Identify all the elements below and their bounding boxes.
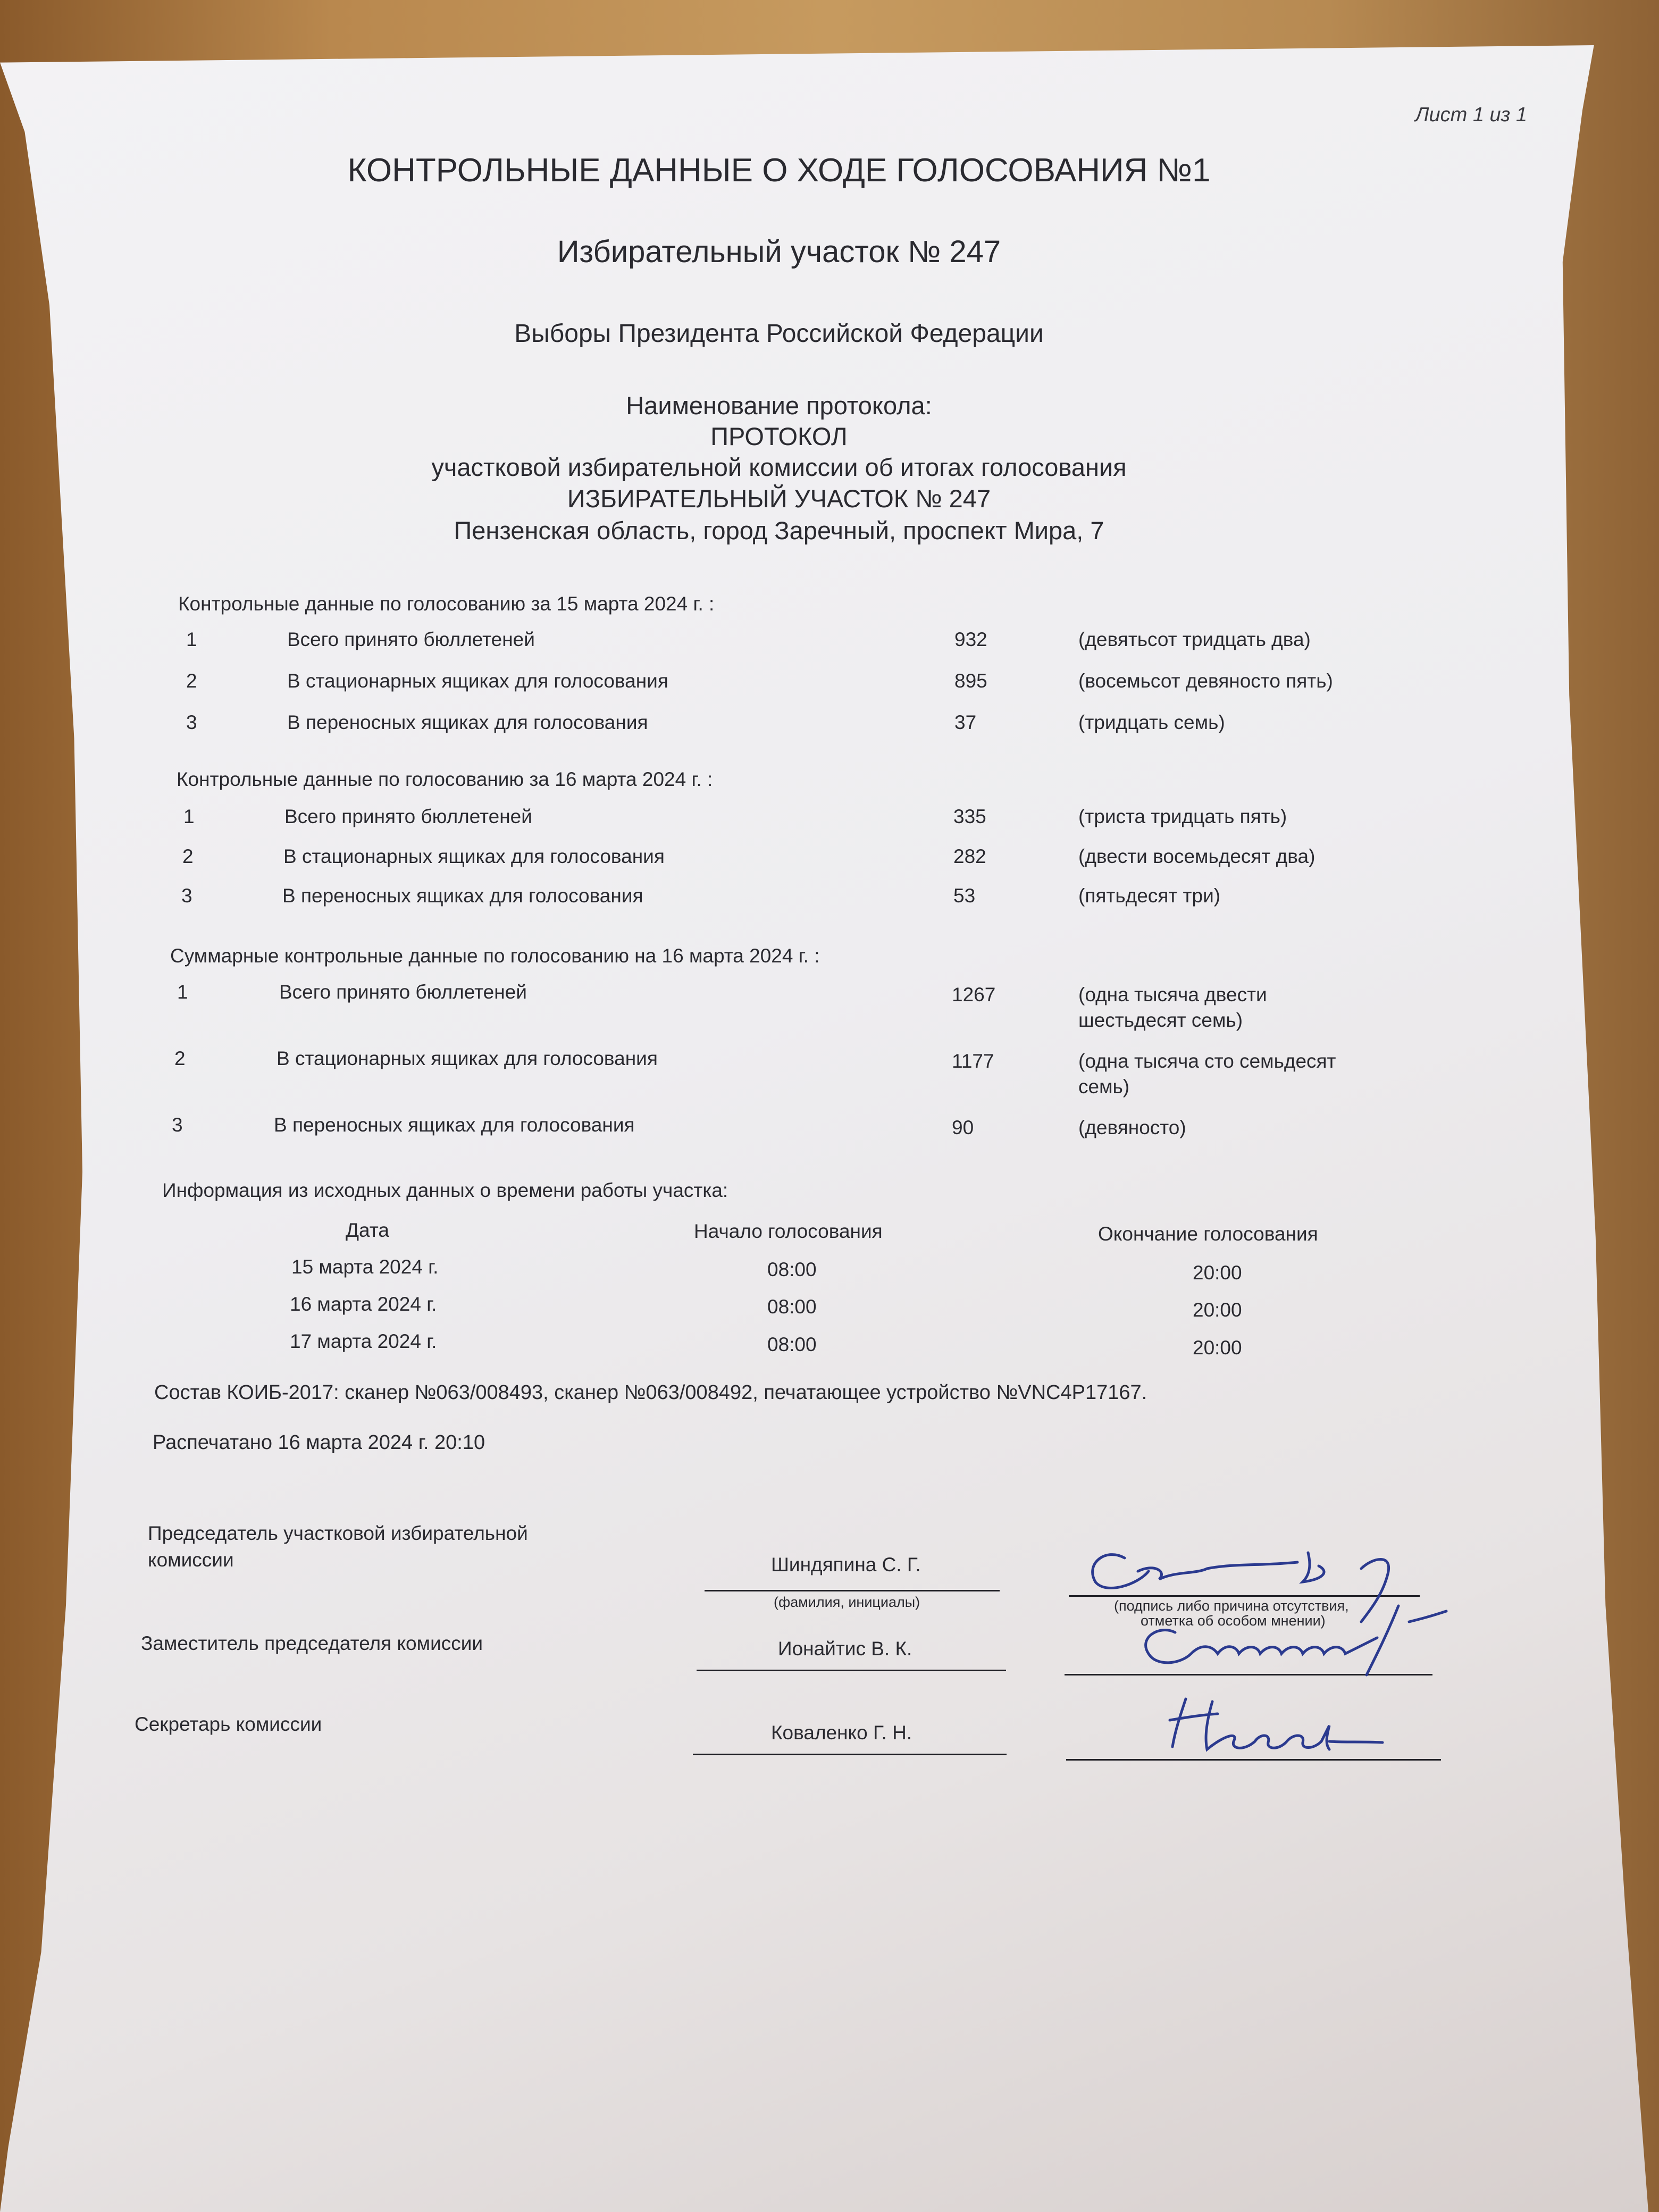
row-words: (восемьсот девяносто пять) <box>1078 670 1333 692</box>
secretary-signature <box>1154 1683 1398 1763</box>
row-number: 1 <box>177 981 188 1003</box>
schedule-col-end: Окончание голосования <box>1098 1223 1318 1245</box>
row-value: 282 <box>953 845 986 867</box>
row-value: 37 <box>954 711 977 733</box>
row-label: В стационарных ящиках для голосования <box>283 845 665 867</box>
row-value: 90 <box>952 1117 974 1138</box>
schedule-date: 16 марта 2024 г. <box>290 1293 437 1315</box>
name-caption: (фамилия, инициалы) <box>774 1594 920 1610</box>
signature-caption-continued: отметка об особом мнении) <box>1141 1613 1326 1629</box>
row-number: 2 <box>186 670 197 692</box>
section-heading: Суммарные контрольные данные по голосованию на 16 марта 2024 г. : <box>170 945 820 967</box>
row-value: 932 <box>954 629 987 650</box>
schedule-date: 15 марта 2024 г. <box>291 1256 439 1278</box>
secretary-name: Коваленко Г. Н. <box>771 1722 912 1744</box>
deputy-signature <box>1133 1601 1452 1686</box>
protocol-line-2: участковой избирательной комиссии об итогах голосования <box>431 453 1127 481</box>
schedule-col-date: Дата <box>346 1219 389 1241</box>
koib-composition: Состав КОИБ-2017: сканер №063/008493, сканер №063/008492, печатающее устройство №VNC4P17167. <box>154 1381 1147 1404</box>
row-number: 1 <box>183 806 195 827</box>
row-number: 3 <box>172 1114 183 1136</box>
schedule-end: 20:00 <box>1193 1337 1242 1359</box>
sheet-number: Лист 1 из 1 <box>1415 104 1527 126</box>
row-words-continued: шестьдесят семь) <box>1078 1009 1243 1031</box>
row-label: В стационарных ящиках для голосования <box>287 670 668 692</box>
protocol-label: Наименование протокола: <box>626 391 932 420</box>
row-number: 1 <box>186 629 197 650</box>
secretary-role: Секретарь комиссии <box>135 1713 322 1735</box>
section-heading: Контрольные данные по голосованию за 16 марта 2024 г. : <box>177 768 713 790</box>
protocol-line-1: ПРОТОКОЛ <box>710 422 848 450</box>
schedule-end: 20:00 <box>1193 1299 1242 1321</box>
row-words: (одна тысяча сто семьдесят <box>1078 1050 1336 1072</box>
row-label: В переносных ящиках для голосования <box>282 885 643 907</box>
schedule-start: 08:00 <box>767 1334 817 1355</box>
schedule-col-start: Начало голосования <box>694 1220 883 1242</box>
protocol-line-3: ИЗБИРАТЕЛЬНЫЙ УЧАСТОК № 247 <box>567 484 991 513</box>
election-title: Выборы Президента Российской Федерации <box>514 320 1044 348</box>
row-label: В стационарных ящиках для голосования <box>276 1048 658 1069</box>
row-words: (одна тысяча двести <box>1078 984 1267 1006</box>
row-label: Всего принято бюллетеней <box>284 806 532 827</box>
row-number: 3 <box>186 711 197 733</box>
secretary-name-line <box>693 1754 1007 1755</box>
chair-name: Шиндяпина С. Г. <box>771 1554 921 1576</box>
printed-timestamp: Распечатано 16 марта 2024 г. 20:10 <box>153 1431 485 1454</box>
chair-role: Председатель участковой избирательной <box>148 1522 528 1544</box>
row-number: 3 <box>181 885 192 907</box>
row-label: Всего принято бюллетеней <box>287 629 535 650</box>
precinct-title: Избирательный участок № 247 <box>557 234 1001 269</box>
document-title: КОНТРОЛЬНЫЕ ДАННЫЕ О ХОДЕ ГОЛОСОВАНИЯ №1 <box>347 152 1211 189</box>
row-value: 1267 <box>952 984 996 1006</box>
row-label: В переносных ящиках для голосования <box>274 1114 635 1136</box>
row-words: (триста тридцать пять) <box>1078 806 1287 827</box>
row-label: В переносных ящиках для голосования <box>287 711 648 733</box>
row-number: 2 <box>174 1048 186 1069</box>
row-value: 53 <box>953 885 976 907</box>
section-heading: Контрольные данные по голосованию за 15 марта 2024 г. : <box>178 593 715 615</box>
schedule-start: 08:00 <box>767 1259 817 1280</box>
row-words: (девятьсот тридцать два) <box>1078 629 1311 650</box>
schedule-heading: Информация из исходных данных о времени работы участка: <box>162 1179 728 1201</box>
row-words: (тридцать семь) <box>1078 711 1225 733</box>
deputy-name-line <box>697 1670 1006 1671</box>
chair-name-line <box>705 1590 1000 1591</box>
row-value: 335 <box>953 806 986 827</box>
signature-caption: (подпись либо причина отсутствия, <box>1114 1598 1349 1614</box>
schedule-start: 08:00 <box>767 1296 817 1318</box>
row-number: 2 <box>182 845 194 867</box>
document-sheet <box>0 45 1648 2212</box>
schedule-date: 17 марта 2024 г. <box>290 1330 437 1352</box>
row-value: 1177 <box>952 1050 994 1072</box>
row-value: 895 <box>954 670 987 692</box>
deputy-name: Ионайтис В. К. <box>778 1638 912 1660</box>
chair-role-continued: комиссии <box>148 1549 234 1571</box>
protocol-line-4: Пензенская область, город Заречный, проспект Мира, 7 <box>454 516 1104 544</box>
row-label: Всего принято бюллетеней <box>279 981 527 1003</box>
row-words: (двести восемьдесят два) <box>1078 845 1316 867</box>
row-words-continued: семь) <box>1078 1076 1130 1097</box>
row-words: (девяносто) <box>1078 1117 1186 1138</box>
deputy-role: Заместитель председателя комиссии <box>141 1632 483 1654</box>
row-words: (пятьдесят три) <box>1078 885 1221 907</box>
schedule-end: 20:00 <box>1193 1262 1242 1284</box>
